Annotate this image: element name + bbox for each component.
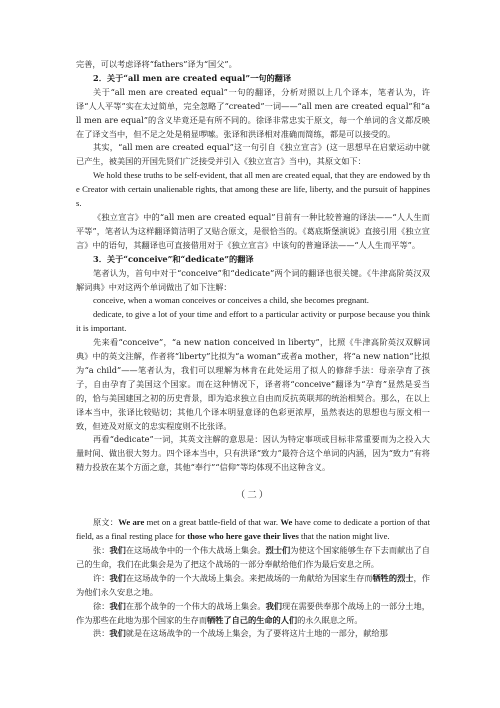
translation-xu: 许：我们在这场战争的一个大战场上集会。来把战场的一角献给为国家生存而牺牲的烈士，作为他们永久安息之地。 [76,572,430,597]
translation-hong: 洪：我们就是在这场战争的一个战场上集会，为了要将这片土地的一部分，献给那 [93,628,388,639]
paragraph-5: 《独立宣言》中的“all men are created equal”目前有一种比较普遍的译法——“人人生而平等”，笔者认为这样翻译简洁明了又贴合原文，是很恰当的。《葛底斯堡演说》直接引用《独立宣言》中的语句，其翻译也可直接借用对于《独立宣言》中该句的普遍译法——“人人生而平等”。 [76,211,430,250]
english-quote-declaration: We hold these truths to be self-evident, that all men are created equal, that they are endowed by the Creator with certain unalienable rights, that among these are life, liberty, and the pursuit of happiness. [76,170,430,209]
paragraph-9: 先来看“conceive”，“a new nation conceived in liberty”，比照《牛津高阶英汉双解词典》中的英文注解，作者将“liberty”比拟为“a woman”或者a mother，将“a new nation”比拟为“a child”——笔者认为，我们可以理解为林肯在此处运用了拟人的修辞手法：母亲孕育了孩子，自由孕育了美国这个国家。而在这种情况下，译者将“conceive”翻译为“孕育”显然是妥当的，恰与美国建国之初的历史背景，即为追求独立自由而反抗英联邦的统治相契合。那么，在以上译本当中，张译比较贴切；其他几个译本明显意译的色彩更浓厚，虽然表达的思想也与原文相一致，但迹及对原文的忠实程度则不比张译。 [76,337,430,431]
original-text: 原文：We are met on a great battle-field of that war. We have come to dedicate a portion of that field, as a final resting place for those who here gave their lives that the nation might live. [76,517,431,542]
heading-3: 3．关于“conceive”和“dedicate”的翻译 [93,253,254,264]
paragraph-2: 关于“all men are created equal”一句的翻译，分析对照以上几个译本，笔者认为，许译“人人平等”实在太过简单，完全忽略了“created”一词——“all men are created equal”和“all men are equal”的含义毕竟还是有所不同的。徐译非常忠实于原文，每一个单词的含义都反映在了译文当中，但不足之处是稍显啰嗦。张译和洪译相对准确而简练，都是可以接受的。 [76,86,430,139]
heading-2: 2．关于“all men are created equal”一句的翻译 [93,72,292,83]
paragraph-6: 笔者认为，首句中对于“conceive”和“dedicate”两个词的翻译也很关键。《牛津高阶英汉双解词典》中对这两个单词做出了如下注解： [76,267,430,292]
paragraph-3: 其实，“all men are created equal”这一句引自《独立宣言》(这一思想早在启蒙运动中就已产生，被美国的开国先贤们广泛接受并引入《独立宣言》当中)，其原文如下： [76,142,430,167]
translation-xu2: 徐：我们在那个战争的一个伟大的战场上集会。我们现在需要供奉那个战场上的一部分土地，作为那些在此地为那个国家的生存而牺牲了自己的生命的人们的永久眠息之所。 [76,600,430,625]
definition-dedicate: dedicate, to give a lot of your time and effort to a particular activity or purpose because you think it is important. [76,309,430,334]
section-heading: （二） [235,489,271,501]
paragraph-continuation: 完善，可以考虑译将“fathers”译为“国父”。 [76,59,237,69]
translation-zhang: 张：我们在这场战争中的一个伟大战场上集会。烈士们为使这个国家能够生存下去而献出了自己的生命，我们在此集会是为了把这个战场的一部分奉献给他们作为最后安息之所。 [76,545,430,569]
definition-conceive: conceive, when a woman conceives or conceives a child, she becomes pregnant. [93,295,369,306]
paragraph-10: 再看“dedicate”一词，其英文注解的意思是：因认为特定事项或目标非常重要而为之投入大量时间、做出很大努力。四个译本当中，只有洪译“致力”最符合这个单词的内涵，因为“致力”有将精力投放在某个方面之意，其他“奉行”“信仰”等均体现不出这种含义。 [76,434,430,473]
